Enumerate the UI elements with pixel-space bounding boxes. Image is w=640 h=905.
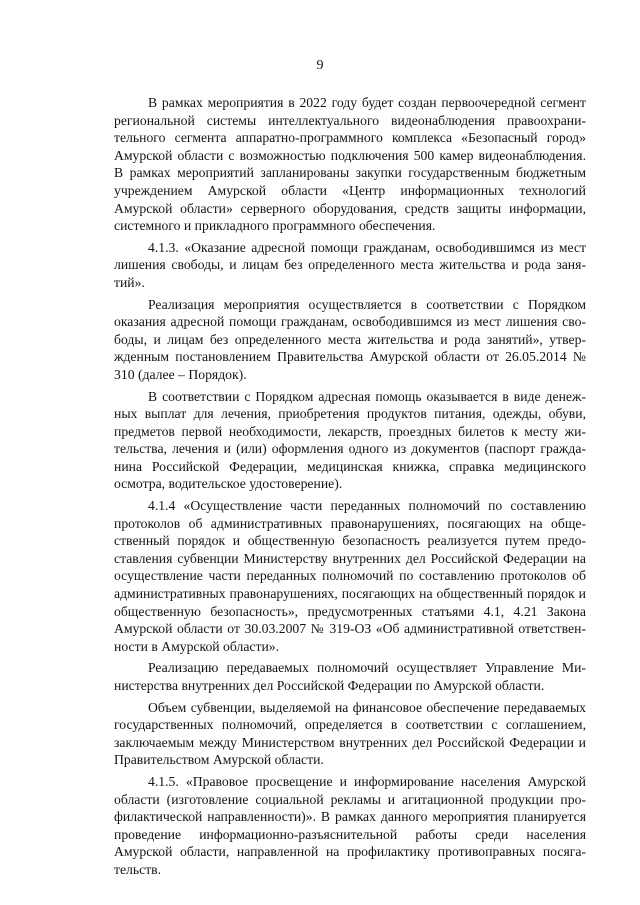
paragraph-item-4-1-4-subvention: Объем субвенции, выделяемой на финансовое обеспечение передаваемых государственных полномочий, определяется в соответствии с соглашением, заключаемым между Министерством внутренних дел Российской Федерации и Правительством Амурской области. bbox=[114, 699, 586, 768]
paragraph-safe-city-segment: В рамках мероприятия в 2022 году будет создан первоочередной сегмент региональной системы интеллектуального видеонаблюдения правоохранительного сегмента аппаратно-программного комплекса «Безопасный город» Амурской области с возможностью подключения 500 камер видеонаблюдения. В рамках мероприятий запланированы закупки государственным бюджетным учреждением Амурской области «Центр информационных технологий Амурской области» серверного оборудования, средств защиты информации, системного и прикладного программного обеспечения. bbox=[114, 95, 586, 234]
paragraph-item-4-1-5: 4.1.5. «Правовое просвещение и информирование населения Амурской области (изготовление социальной рекламы и агитационной продукции профилактической направленности)». В рамках данного мероприятия планируется проведение информационно-разъяснительной работы среди населения Амурской области, направленной на профилактику противоправных посягательств. bbox=[114, 773, 586, 877]
paragraph-item-4-1-4: 4.1.4 «Осуществление части переданных полномочий по составлению протоколов об административных правонарушениях, посягающих на общественный порядок и общественную безопасность реализуется путем предоставления субвенции Министерству внутренних дел Российской Федерации на осуществление части переданных полномочий по составлению протоколов об административных правонарушениях, посягающих на общественный порядок и общественную безопасность», предусмотренных статьями 4.1, 4.21 Закона Амурской области от 30.03.2007 № 319-ОЗ «Об административной ответственности в Амурской области». bbox=[114, 498, 586, 654]
document-body bbox=[114, 94, 586, 883]
paragraph-item-4-1-3-payments: В соответствии с Порядком адресная помощь оказывается в виде денежных выплат для лечения, приобретения продуктов питания, одежды, обуви, предметов первой необходимости, лекарств, проездных билетов к месту жительства, лечения и (или) оформления одного из документов (паспорт гражданина Российской Федерации, медицинская книжка, справка медицинского осмотра, водительское удостоверение). bbox=[114, 388, 586, 492]
paragraph-item-4-1-3-title: 4.1.3. «Оказание адресной помощи гражданам, освободившимся из мест лишения свободы, и лицам без определенного места жительства и рода занятий». bbox=[114, 239, 586, 290]
paragraph-item-4-1-3-procedure: Реализация мероприятия осуществляется в соответствии с Порядком оказания адресной помощи гражданам, освободившимся из мест лишения свободы, и лицам без определенного места жительства и рода занятий», утвержденным постановлением Правительства Амурской области от 26.05.2014 № 310 (далее – Порядок). bbox=[114, 296, 586, 382]
paragraph-item-4-1-4-executor: Реализацию передаваемых полномочий осуществляет Управление Министерства внутренних дел Российской Федерации по Амурской области. bbox=[114, 660, 586, 693]
page-number: 9 bbox=[316, 58, 324, 73]
